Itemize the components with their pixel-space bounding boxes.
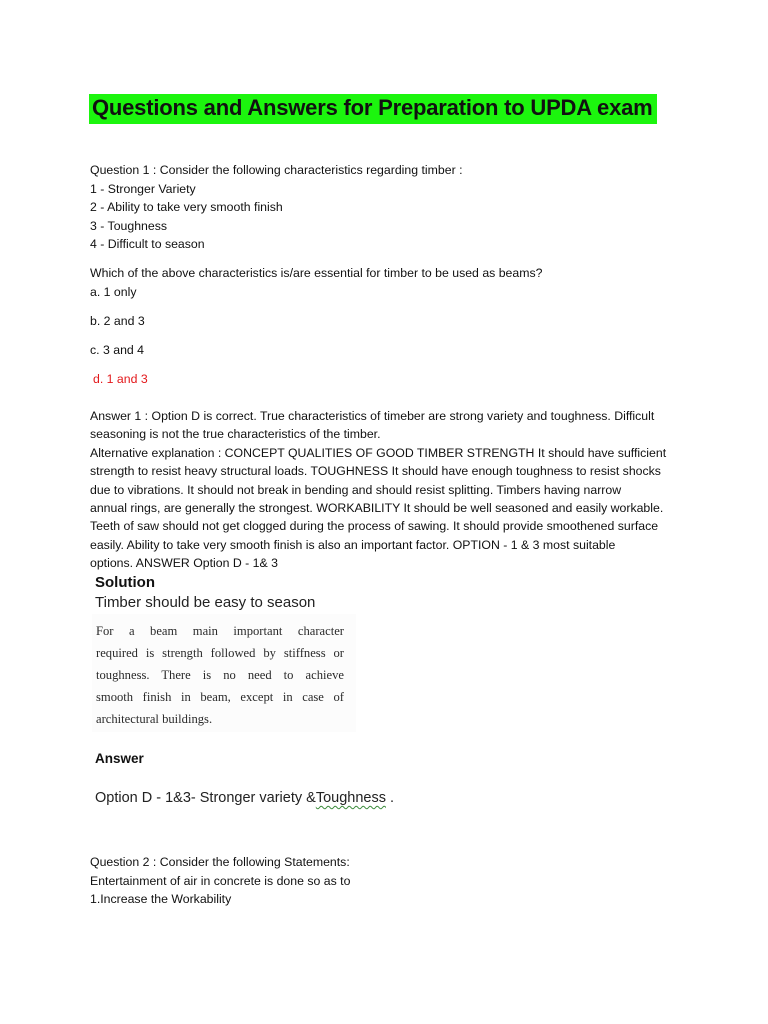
scan-line: toughness. There is no need to achieve xyxy=(96,668,344,682)
question-2-line: 1.Increase the Workability xyxy=(90,892,232,907)
answer-heading: Answer xyxy=(95,751,144,766)
characteristic-item: 4 - Difficult to season xyxy=(90,237,205,252)
option-a: a. 1 only xyxy=(90,284,137,299)
answer-line: Teeth of saw should not get clogged during the process of sawing. It should provide smoothened surface xyxy=(90,519,659,534)
option-d-correct: d. 1 and 3 xyxy=(93,372,148,386)
characteristic-item: 3 - Toughness xyxy=(90,218,168,233)
answer-line: easily. Ability to take very smooth finish is also an important factor. OPTION - 1 & 3 most suitable xyxy=(90,537,616,552)
characteristic-item: 2 - Ability to take very smooth finish xyxy=(90,200,283,215)
answer-1-explanation xyxy=(90,407,690,573)
answer-line: options. ANSWER Option D - 1& 3 xyxy=(90,556,278,571)
scanned-solution-text xyxy=(96,620,344,730)
question-2-line: Entertainment of air in concrete is done so as to xyxy=(90,873,351,888)
option-b: b. 2 and 3 xyxy=(90,314,145,328)
solution-subheading: Timber should be easy to season xyxy=(95,594,316,611)
question-1-block xyxy=(90,161,690,254)
characteristic-item: 1 - Stronger Variety xyxy=(90,181,196,196)
option-c: c. 3 and 4 xyxy=(90,343,145,357)
answer-line: strength to resist heavy structural loads. TOUGHNESS It should have enough toughness to resist shocks xyxy=(90,464,661,479)
answer-option-line xyxy=(95,790,394,806)
answer-prefix: Option D - 1&3- Stronger variety & xyxy=(95,790,316,806)
spellcheck-underlined-word: Toughness xyxy=(315,790,386,806)
scan-line: For a beam main important character xyxy=(96,624,344,638)
question-1-prompt: Which of the above characteristics is/are essential for timber to be used as beams? xyxy=(90,266,543,280)
question-2-block xyxy=(90,853,690,909)
page-title: Questions and Answers for Preparation to UPDA exam xyxy=(89,94,657,124)
scan-line: required is strength followed by stiffness or xyxy=(96,646,344,660)
scan-line: architectural buildings. xyxy=(96,712,213,726)
answer-suffix: . xyxy=(385,790,395,806)
question-1-prompt-block xyxy=(90,264,690,301)
question-1-text: Question 1 : Consider the following characteristics regarding timber : xyxy=(90,163,463,177)
scan-line: smooth finish in beam, except in case of xyxy=(96,690,344,704)
answer-line: Answer 1 : Option D is correct. True characteristics of timeber are strong variety and toughness. Difficult xyxy=(90,409,655,423)
question-2-text: Question 2 : Consider the following Statements: xyxy=(90,855,350,869)
scanned-solution-image xyxy=(92,614,356,732)
solution-heading: Solution xyxy=(95,574,155,591)
answer-line: seasoning is not the true characteristics of the timber. xyxy=(90,427,381,442)
answer-line: Alternative explanation : CONCEPT QUALITIES OF GOOD TIMBER STRENGTH It should have sufficient xyxy=(90,445,667,460)
answer-line: due to vibrations. It should not break in bending and should resist splitting. Timbers having narrow xyxy=(90,482,622,497)
answer-line: annual rings, are generally the strongest. WORKABILITY It should be well seasoned and easily workable. xyxy=(90,501,664,516)
